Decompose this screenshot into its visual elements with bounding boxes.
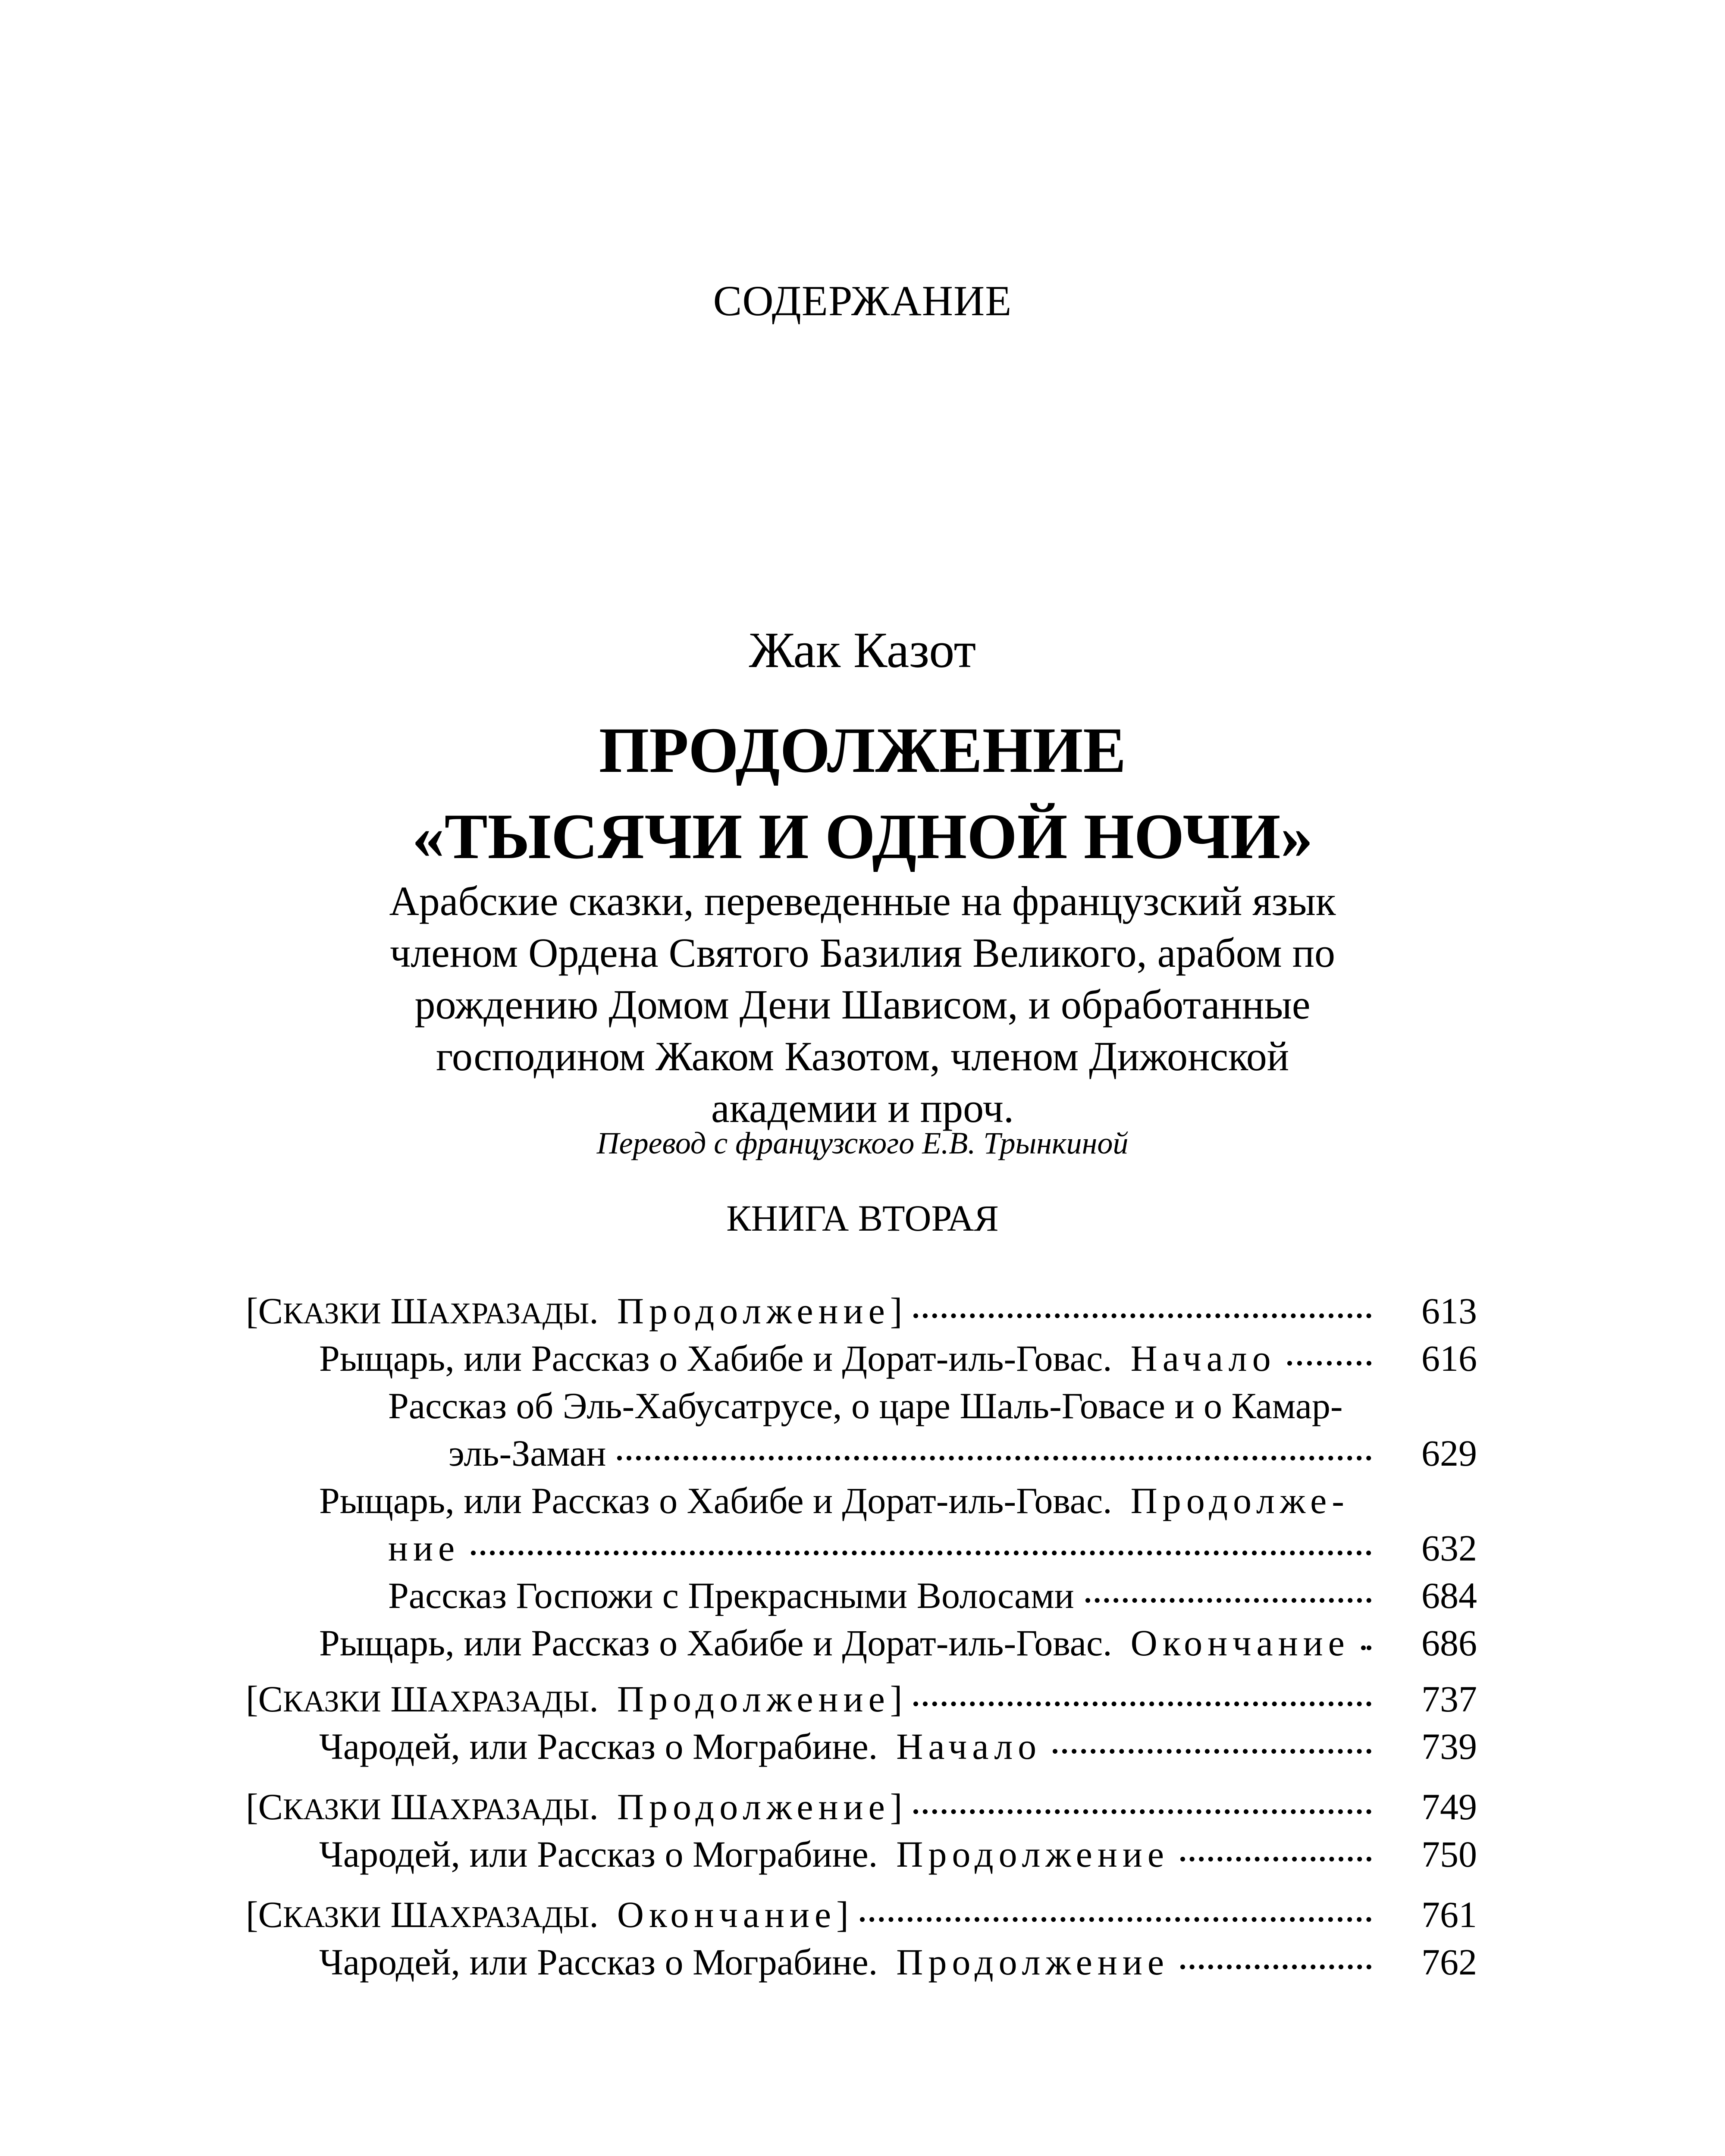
- book-title-line1: ПРОДОЛЖЕНИЕ: [599, 714, 1126, 786]
- toc-entry-title: Рассказ Госпожи с Прекрасными Волосами: [388, 1575, 1074, 1616]
- toc-entry[interactable]: [388, 1524, 1477, 1572]
- dot-leader: [1287, 1361, 1371, 1366]
- contents-heading: СОДЕРЖАНИЕ: [713, 277, 1012, 325]
- toc-entry-title: ние: [388, 1527, 460, 1569]
- toc-entry[interactable]: [319, 1938, 1477, 1986]
- dot-leader: [1180, 1857, 1371, 1861]
- toc-entry[interactable]: [448, 1429, 1477, 1477]
- toc-entry[interactable]: [319, 1723, 1477, 1770]
- toc-entry-title-line1: Рассказ об Эль-Хабусатрусе, о царе Шаль-Говасе и о Камар-: [388, 1385, 1343, 1426]
- dot-leader: [1361, 1645, 1371, 1650]
- dot-leader: [913, 1313, 1371, 1318]
- toc-entry-title: [СКАЗКИ ШАХРАЗАДЫ. Продолжение]: [246, 1678, 903, 1720]
- toc-page-number: 749: [1421, 1786, 1477, 1827]
- dot-leader: [1180, 1965, 1371, 1969]
- author-name: Жак Казот: [749, 622, 976, 678]
- dot-leader: [860, 1917, 1371, 1922]
- toc-page-number: 761: [1421, 1894, 1477, 1935]
- toc-entry-title: Чародей, или Рассказ о Мограбине. Продолжение: [319, 1941, 1170, 1983]
- toc-page-number: 684: [1421, 1575, 1477, 1616]
- dot-leader: [617, 1456, 1371, 1460]
- dot-leader: [913, 1702, 1371, 1706]
- book-title-line2: «ТЫСЯЧИ И ОДНОЙ НОЧИ»: [412, 801, 1313, 872]
- toc-entry[interactable]: [246, 1675, 1477, 1723]
- dot-leader: [1053, 1749, 1371, 1754]
- toc-entry-title: Чародей, или Рассказ о Мограбине. Продолжение: [319, 1833, 1170, 1875]
- toc-entry-title: Чародей, или Рассказ о Мограбине. Начало: [319, 1726, 1042, 1767]
- toc-entry-title: [СКАЗКИ ШАХРАЗАДЫ. Окончание]: [246, 1894, 849, 1935]
- toc-entry[interactable]: [319, 1619, 1477, 1667]
- toc-entry[interactable]: [388, 1572, 1477, 1619]
- toc-page-number: 739: [1421, 1726, 1477, 1767]
- toc-page-number: 737: [1421, 1678, 1477, 1720]
- dot-leader: [471, 1551, 1371, 1555]
- toc-page-number: 629: [1421, 1432, 1477, 1474]
- dot-leader: [1085, 1598, 1371, 1603]
- toc-page-number: 613: [1421, 1290, 1477, 1332]
- toc-entry[interactable]: [246, 1783, 1477, 1830]
- translator-credit: Перевод с французского Е.В. Трынкиной: [596, 1126, 1129, 1160]
- toc-entry[interactable]: [319, 1335, 1477, 1382]
- toc-entry-title: эль-Заман: [448, 1432, 606, 1474]
- toc-entry-title: Рыщарь, или Рассказ о Хабибе и Дорат-иль-Говас. Окончание: [319, 1622, 1350, 1664]
- toc-page-number: 750: [1421, 1833, 1477, 1875]
- toc-entry[interactable]: [246, 1891, 1477, 1938]
- toc-page-number: 686: [1421, 1622, 1477, 1664]
- toc-entry[interactable]: [319, 1830, 1477, 1878]
- toc-page-number: 632: [1421, 1527, 1477, 1569]
- toc-page-number: 616: [1421, 1338, 1477, 1379]
- dot-leader: [913, 1809, 1371, 1814]
- book-part-heading: КНИГА ВТОРАЯ: [726, 1197, 999, 1239]
- book-subtitle: Арабские сказки, переведенные на французский язык членом Ордена Святого Базилия Великого, арабом по рождению Домом Дени Шависом, и обработанные господином Жаком Казотом, членом Дижонской академии и проч.: [389, 878, 1336, 1131]
- toc-entry-title-line1: Рыщарь, или Рассказ о Хабибе и Дорат-иль-Говас. Продолже-: [319, 1480, 1349, 1521]
- toc-page-number: 762: [1421, 1941, 1477, 1983]
- toc-entry-title: [СКАЗКИ ШАХРАЗАДЫ. Продолжение]: [246, 1290, 903, 1332]
- toc-entry-title: Рыщарь, или Рассказ о Хабибе и Дорат-иль-Говас. Начало: [319, 1338, 1276, 1379]
- toc-entry[interactable]: [246, 1287, 1477, 1335]
- toc-entry-title: [СКАЗКИ ШАХРАЗАДЫ. Продолжение]: [246, 1786, 903, 1827]
